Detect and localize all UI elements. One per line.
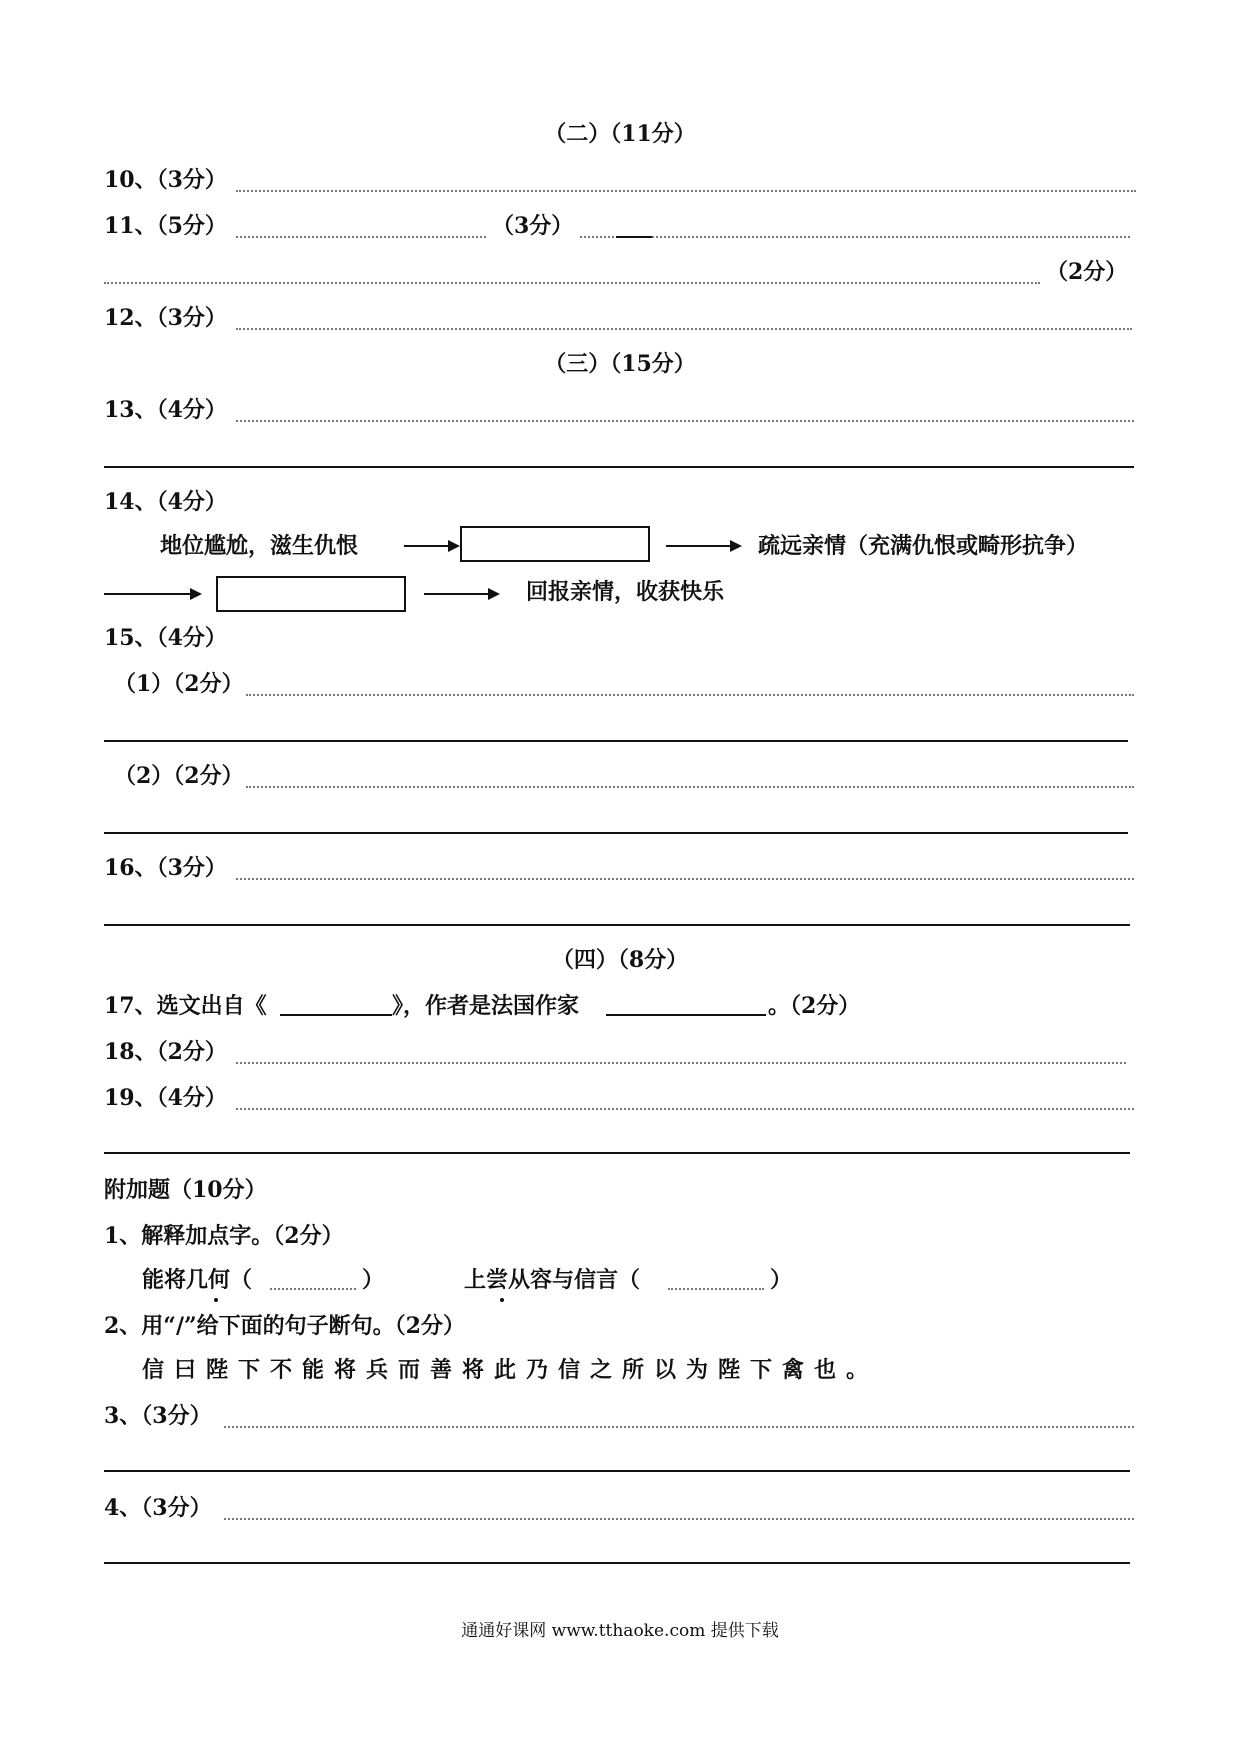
q16-label: 16、（3分）: [104, 855, 227, 881]
q13-answer-line-2[interactable]: [104, 466, 1134, 468]
q17-prefix: 17、选文出自《: [104, 993, 267, 1019]
q19-answer-line-1[interactable]: [236, 1108, 1134, 1110]
q12-answer-line[interactable]: [236, 328, 1132, 330]
section-3-title: （三）（15分）: [544, 351, 696, 377]
extra-q1-item-b-close: ）: [770, 1267, 793, 1293]
extra-q3-label: 3、（3分）: [104, 1403, 212, 1429]
q19-answer-line-2[interactable]: [104, 1152, 1130, 1154]
q17-author-blank[interactable]: [606, 1014, 766, 1016]
q16-answer-line-1[interactable]: [236, 878, 1134, 880]
footer-text: 通通好课网 www.tthaoke.com 提供下载: [461, 1621, 779, 1641]
extra-title: 附加题（10分）: [104, 1177, 267, 1203]
q10-label: 10、（3分）: [104, 167, 227, 193]
extra-q3-answer-line-2[interactable]: [104, 1470, 1130, 1472]
q11-label: 11、（5分）: [104, 213, 227, 239]
q16-answer-line-2[interactable]: [104, 924, 1130, 926]
q17-book-title-blank[interactable]: [280, 1014, 392, 1016]
emphasis-dot-icon: [214, 1298, 218, 1302]
arrow-right-icon: [104, 593, 200, 595]
arrow-right-icon: [404, 545, 458, 547]
q15-part-1-line-1[interactable]: [246, 694, 1134, 696]
q11-tail-score: （2分）: [1046, 259, 1128, 285]
extra-q1-item-b: 上尝从容与信言（: [464, 1267, 641, 1293]
q15-part-2-line-2[interactable]: [104, 832, 1128, 834]
q15-label: 15、（4分）: [104, 625, 227, 651]
q14-blank-box-1[interactable]: [460, 526, 650, 562]
emphasis-dot-icon: [500, 1298, 504, 1302]
extra-q4-answer-line-2[interactable]: [104, 1562, 1130, 1564]
q14-step-1: 地位尴尬，滋生仇恨: [160, 533, 359, 559]
q11-mid-score: （3分）: [492, 213, 574, 239]
q18-label: 18、（2分）: [104, 1039, 227, 1065]
extra-q1-item-a-close: ）: [362, 1267, 385, 1293]
extra-q1-blank-b[interactable]: [668, 1288, 764, 1290]
section-2-title: （二）（11分）: [544, 121, 696, 147]
q11-short-underline: [616, 236, 652, 238]
q13-answer-line-1[interactable]: [236, 420, 1134, 422]
section-4-title: （四）（8分）: [551, 947, 689, 973]
extra-q1-blank-a[interactable]: [270, 1288, 356, 1290]
q19-label: 19、（4分）: [104, 1085, 227, 1111]
arrow-right-icon: [666, 545, 740, 547]
q12-label: 12、（3分）: [104, 305, 227, 331]
q14-blank-box-2[interactable]: [216, 576, 406, 612]
q14-step-3: 疏远亲情（充满仇恨或畸形抗争）: [758, 533, 1089, 559]
extra-q4-label: 4、（3分）: [104, 1495, 212, 1521]
q15-part-2-line-1[interactable]: [246, 786, 1134, 788]
extra-q2-sentence: 信曰陛下不能将兵而善将此乃信之所以为陛下禽也。: [142, 1357, 879, 1383]
q11-answer-line-1[interactable]: [236, 236, 486, 238]
q10-answer-line[interactable]: [236, 190, 1136, 192]
q14-step-5: 回报亲情，收获快乐: [526, 579, 725, 605]
q15-part-2-label: （2）（2分）: [114, 763, 244, 789]
extra-q3-answer-line-1[interactable]: [224, 1426, 1134, 1428]
q17-middle: 》，作者是法国作家: [392, 993, 580, 1019]
extra-q1-label: 1、解释加点字。（2分）: [104, 1223, 344, 1249]
arrow-right-icon: [424, 593, 498, 595]
q18-answer-line[interactable]: [236, 1062, 1126, 1064]
extra-q2-label: 2、用“/”给下面的句子断句。（2分）: [104, 1313, 465, 1339]
extra-q4-answer-line-1[interactable]: [224, 1518, 1134, 1520]
extra-q1-item-a: 能将几何（: [142, 1267, 253, 1293]
q15-part-1-label: （1）（2分）: [114, 671, 244, 697]
q17-suffix: 。（2分）: [768, 993, 861, 1019]
q11-answer-line-3[interactable]: [104, 282, 1040, 284]
q15-part-1-line-2[interactable]: [104, 740, 1128, 742]
q14-label: 14、（4分）: [104, 489, 227, 515]
q13-label: 13、（4分）: [104, 397, 227, 423]
q11-answer-line-2[interactable]: [580, 236, 1130, 238]
